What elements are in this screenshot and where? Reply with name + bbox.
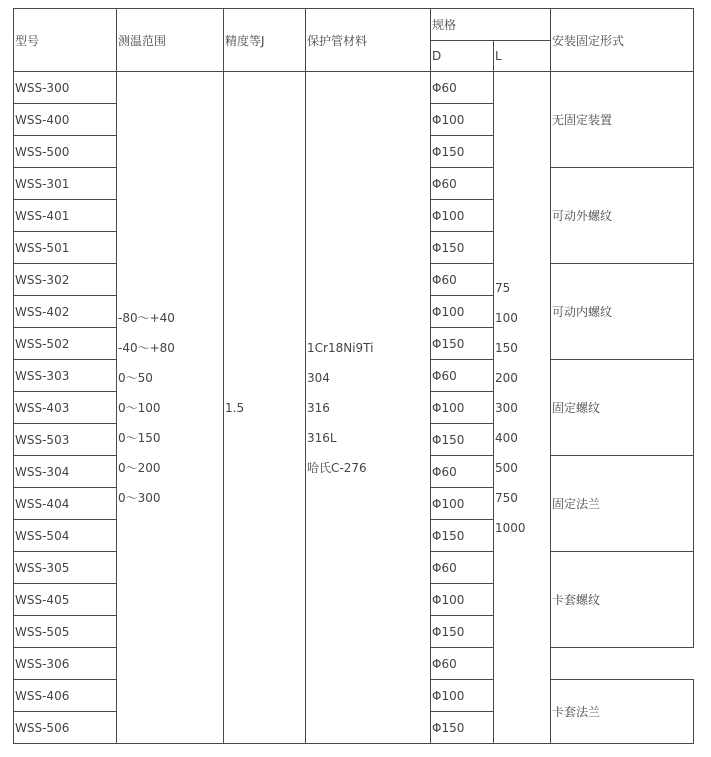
range-value: 0～200 xyxy=(118,460,161,475)
model-cell: WSS-403 xyxy=(14,392,117,424)
l-value: 75 xyxy=(495,280,511,295)
d-cell: Φ60 xyxy=(431,360,494,392)
d-cell: Φ100 xyxy=(431,296,494,328)
range-value: -40～+80 xyxy=(118,340,175,355)
model-cell: WSS-502 xyxy=(14,328,117,360)
model-cell: WSS-505 xyxy=(14,616,117,648)
mount-cell: 可动外螺纹 xyxy=(551,168,694,264)
l-value: 750 xyxy=(495,490,518,505)
material-cell xyxy=(306,72,431,744)
d-cell: Φ60 xyxy=(431,72,494,104)
d-cell: Φ150 xyxy=(431,616,494,648)
header-row-1 xyxy=(14,9,694,41)
material-value: 1Cr18Ni9Ti xyxy=(307,340,374,355)
model-cell: WSS-401 xyxy=(14,200,117,232)
d-cell: Φ100 xyxy=(431,488,494,520)
range-cell xyxy=(117,72,224,744)
model-cell: WSS-303 xyxy=(14,360,117,392)
d-cell: Φ150 xyxy=(431,712,494,744)
model-cell: WSS-406 xyxy=(14,680,117,712)
mount-cell: 固定法兰 xyxy=(551,456,694,552)
l-value: 500 xyxy=(495,460,518,475)
header-l: L xyxy=(494,40,551,72)
l-value: 400 xyxy=(495,430,518,445)
l-value: 300 xyxy=(495,400,518,415)
model-cell: WSS-405 xyxy=(14,584,117,616)
header-accuracy: 精度等J xyxy=(224,9,306,72)
model-cell: WSS-506 xyxy=(14,712,117,744)
d-cell: Φ100 xyxy=(431,104,494,136)
spec-table xyxy=(13,8,694,744)
d-cell: Φ150 xyxy=(431,328,494,360)
d-cell: Φ100 xyxy=(431,680,494,712)
l-cell xyxy=(494,72,551,744)
range-value: -80～+40 xyxy=(118,310,175,325)
mount-cell: 无固定装置 xyxy=(551,72,694,168)
d-cell: Φ100 xyxy=(431,392,494,424)
d-cell: Φ150 xyxy=(431,232,494,264)
range-value: 0～50 xyxy=(118,370,153,385)
material-value: 316L xyxy=(307,430,337,445)
d-cell: Φ60 xyxy=(431,264,494,296)
material-value: 316 xyxy=(307,400,330,415)
header-material: 保护管材料 xyxy=(306,9,431,72)
d-cell: Φ150 xyxy=(431,136,494,168)
d-cell: Φ60 xyxy=(431,168,494,200)
model-cell: WSS-300 xyxy=(14,72,117,104)
l-value: 1000 xyxy=(495,520,526,535)
model-cell: WSS-500 xyxy=(14,136,117,168)
mount-cell: 固定螺纹 xyxy=(551,360,694,456)
model-cell: WSS-304 xyxy=(14,456,117,488)
mount-cell: 可动内螺纹 xyxy=(551,264,694,360)
model-cell: WSS-504 xyxy=(14,520,117,552)
range-value: 0～150 xyxy=(118,430,161,445)
l-value: 150 xyxy=(495,340,518,355)
l-value: 100 xyxy=(495,310,518,325)
l-value: 200 xyxy=(495,370,518,385)
d-cell: Φ60 xyxy=(431,456,494,488)
model-cell: WSS-402 xyxy=(14,296,117,328)
table-row xyxy=(14,72,694,104)
d-cell: Φ60 xyxy=(431,648,494,680)
range-value: 0～300 xyxy=(118,490,161,505)
header-d: D xyxy=(431,40,494,72)
model-cell: WSS-305 xyxy=(14,552,117,584)
mount-cell: 卡套法兰 xyxy=(551,680,694,744)
header-range: 测温范围 xyxy=(117,9,224,72)
header-spec: 规格 xyxy=(431,9,551,41)
model-cell: WSS-301 xyxy=(14,168,117,200)
range-value: 0～100 xyxy=(118,400,161,415)
d-cell: Φ60 xyxy=(431,552,494,584)
d-cell: Φ150 xyxy=(431,424,494,456)
model-cell: WSS-503 xyxy=(14,424,117,456)
model-cell: WSS-306 xyxy=(14,648,117,680)
d-cell: Φ150 xyxy=(431,520,494,552)
model-cell: WSS-501 xyxy=(14,232,117,264)
material-value: 哈氏C-276 xyxy=(307,460,367,475)
model-cell: WSS-400 xyxy=(14,104,117,136)
model-cell: WSS-404 xyxy=(14,488,117,520)
header-model: 型号 xyxy=(14,9,117,72)
d-cell: Φ100 xyxy=(431,584,494,616)
accuracy-cell: 1.5 xyxy=(224,72,306,744)
header-mount: 安装固定形式 xyxy=(551,9,694,72)
mount-cell: 卡套螺纹 xyxy=(551,552,694,648)
material-value: 304 xyxy=(307,370,330,385)
d-cell: Φ100 xyxy=(431,200,494,232)
model-cell: WSS-302 xyxy=(14,264,117,296)
